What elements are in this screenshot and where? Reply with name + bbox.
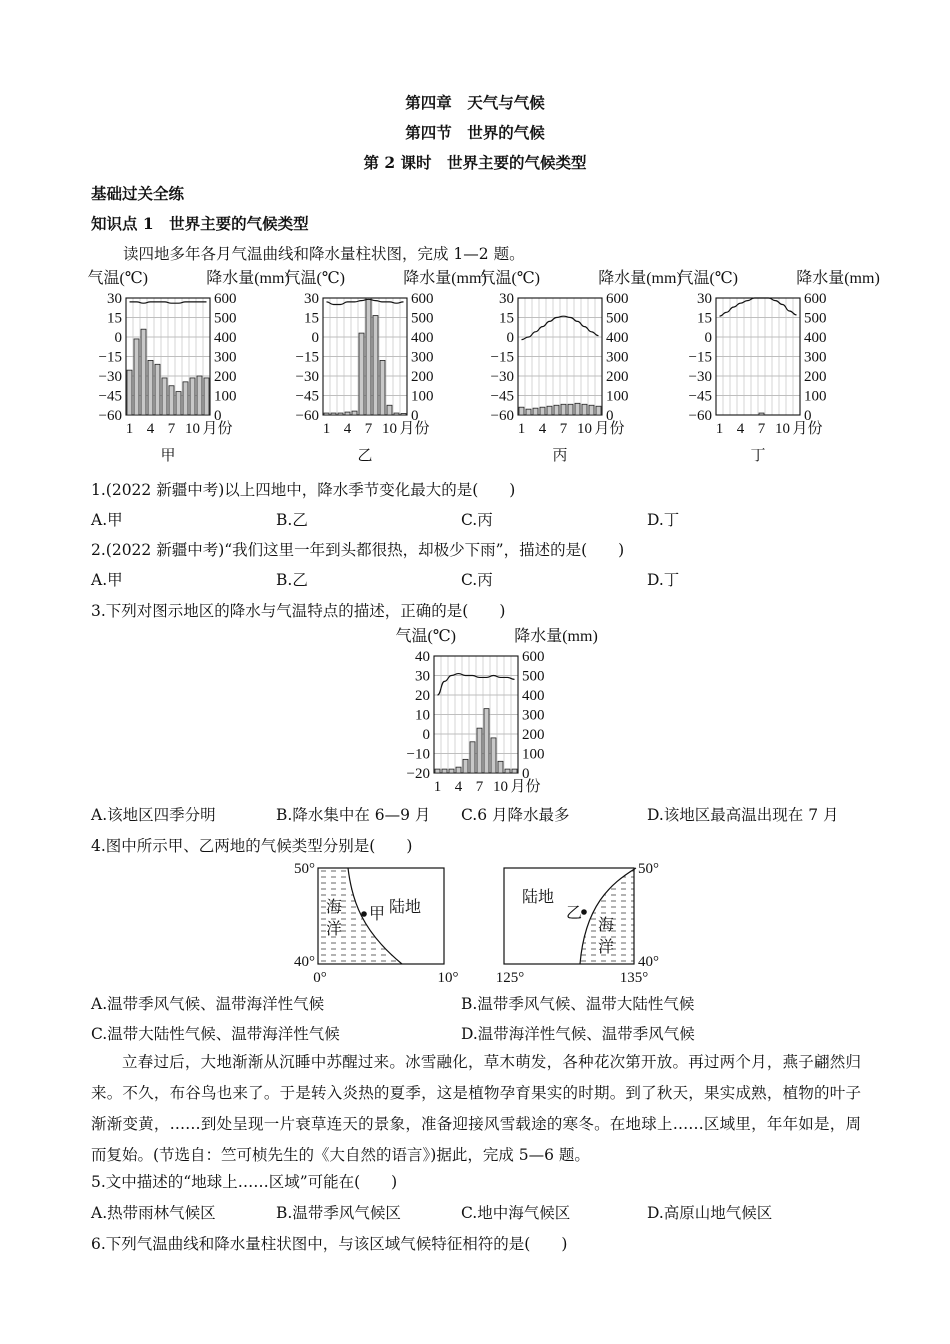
precip-bar: [568, 404, 573, 415]
month-unit-label: 月份: [792, 421, 823, 437]
month-tick-label: 1: [125, 421, 134, 437]
precip-tick-label: 600: [522, 649, 545, 665]
precip-tick-label: 100: [606, 388, 629, 405]
sea-label-1: 海: [598, 917, 615, 934]
temp-tick-label: 15: [304, 310, 319, 327]
temperature-curve: [130, 302, 207, 303]
month-tick-label: 10: [577, 421, 592, 437]
q4-maps: [280, 856, 680, 986]
precip-tick-label: 600: [606, 291, 629, 307]
precip-tick-label: 400: [411, 330, 434, 346]
section-title: 第四节 世界的气候: [405, 123, 545, 142]
temp-tick-label: −30: [295, 369, 319, 385]
precip-tick-label: 500: [214, 310, 237, 327]
four-climate-charts: [80, 266, 880, 472]
temp-tick-label: 40: [415, 649, 430, 665]
temp-tick-label: 30: [304, 291, 319, 307]
grid: [518, 298, 602, 415]
sea-area: [318, 868, 402, 964]
precip-bar: [331, 413, 336, 415]
precip-tick-label: 300: [214, 349, 237, 366]
lat-bottom: 40°: [294, 954, 315, 970]
temp-axis-label: 气温(℃): [87, 270, 148, 287]
precip-tick-label: 100: [522, 746, 545, 763]
precip-bar: [366, 298, 371, 415]
precip-bar: [491, 738, 496, 773]
precip-tick-label: 0: [606, 408, 614, 424]
q3-option-a[interactable]: A.该地区四季分明: [91, 806, 216, 824]
map-yi: [496, 861, 659, 986]
precip-bar: [554, 405, 559, 415]
precip-tick-label: 300: [804, 349, 827, 366]
month-tick-label: 10: [493, 779, 508, 795]
month-tick-label: 4: [454, 779, 463, 795]
precip-tick-label: 100: [214, 388, 237, 405]
precip-tick-label: 0: [522, 766, 530, 782]
q1-option-c[interactable]: C.丙: [461, 511, 493, 529]
precip-axis-label: 降水量(mm): [598, 270, 682, 287]
q5-stem: 5.文中描述的“地球上……区域”可能在( ): [91, 1173, 398, 1191]
precip-bar: [456, 767, 461, 773]
lat-top: 50°: [638, 861, 659, 877]
temp-tick-label: −45: [490, 388, 514, 405]
month-tick-label: 4: [343, 421, 352, 437]
precip-bar: [394, 413, 399, 415]
month-tick-label: 10: [185, 421, 200, 437]
temp-axis-label: 气温(℃): [284, 270, 345, 287]
precip-bar: [141, 329, 146, 415]
q6-stem: 6.下列气温曲线和降水量柱状图中，与该区域气候特征相符的是( ): [91, 1235, 568, 1253]
map-jia: [294, 861, 459, 986]
precip-axis-label: 降水量(mm): [514, 628, 598, 645]
precip-axis-label: 降水量(mm): [206, 270, 290, 287]
precip-tick-label: 400: [522, 688, 545, 704]
precip-tick-label: 500: [522, 668, 545, 685]
temp-tick-label: −15: [688, 349, 712, 366]
precip-bar: [338, 413, 343, 415]
month-unit-label: 月份: [510, 779, 541, 795]
precip-tick-label: 0: [804, 408, 812, 424]
temp-tick-label: 30: [499, 291, 514, 307]
practice-title: 基础过关全练: [91, 184, 185, 203]
month-tick-label: 1: [715, 421, 724, 437]
precip-tick-label: 300: [411, 349, 434, 366]
month-tick-label: 7: [559, 421, 568, 437]
month-tick-label: 1: [433, 779, 442, 795]
land-label: 陆地: [389, 899, 422, 916]
temp-tick-label: −60: [688, 408, 712, 424]
temp-tick-label: 0: [114, 330, 122, 346]
temp-tick-label: −15: [295, 349, 319, 366]
precip-bar: [134, 339, 139, 415]
month-tick-label: 10: [775, 421, 790, 437]
q5-option-c[interactable]: C.地中海气候区: [461, 1204, 571, 1222]
month-tick-label: 1: [517, 421, 526, 437]
precip-tick-label: 500: [804, 310, 827, 327]
q3-option-b[interactable]: B.降水集中在 6—9 月: [276, 806, 431, 824]
q5-option-b[interactable]: B.温带季风气候区: [276, 1204, 401, 1222]
month-unit-label: 月份: [399, 421, 430, 437]
temp-tick-label: 10: [415, 707, 430, 724]
precip-bar: [373, 316, 378, 415]
temp-tick-label: 30: [107, 291, 122, 307]
precip-bar: [561, 404, 566, 415]
q3-option-d[interactable]: D.该地区最高温出现在 7 月: [647, 806, 839, 824]
precip-bar: [127, 370, 132, 415]
precip-tick-label: 200: [522, 727, 545, 743]
precip-bar: [449, 769, 454, 773]
temp-tick-label: −60: [98, 408, 122, 424]
temp-tick-label: 15: [107, 310, 122, 327]
grid: [716, 298, 800, 415]
lon-left: 0°: [313, 970, 327, 986]
temp-tick-label: −60: [490, 408, 514, 424]
point-label: 乙: [566, 905, 583, 922]
precip-tick-label: 500: [411, 310, 434, 327]
precip-bar: [183, 382, 188, 415]
temp-tick-label: −30: [98, 369, 122, 385]
precip-tick-label: 400: [214, 330, 237, 346]
precip-tick-label: 0: [411, 408, 419, 424]
precip-tick-label: 300: [522, 707, 545, 724]
point-label: 甲: [369, 906, 386, 923]
precip-bar: [498, 761, 503, 773]
temp-tick-label: 20: [415, 688, 430, 704]
sea-label-2: 洋: [598, 939, 615, 956]
temp-tick-label: −45: [98, 388, 122, 405]
knowledge-point: 知识点 1 世界主要的气候类型: [91, 214, 309, 233]
chart-caption: 丙: [552, 448, 568, 464]
month-tick-label: 7: [475, 779, 484, 795]
precip-bar: [435, 769, 440, 773]
precip-bar: [533, 408, 538, 415]
precip-tick-label: 200: [411, 369, 434, 385]
lat-bottom: 40°: [638, 954, 659, 970]
grid: [434, 656, 518, 773]
q1-option-a[interactable]: A.甲: [91, 511, 123, 529]
month-tick-label: 7: [757, 421, 766, 437]
precip-bar: [148, 360, 153, 415]
q5-option-d[interactable]: D.高原山地气候区: [647, 1204, 773, 1222]
precip-tick-label: 500: [606, 310, 629, 327]
precip-bar: [387, 405, 392, 415]
temp-axis-label: 气温(℃): [479, 270, 540, 287]
lat-top: 50°: [294, 861, 315, 877]
precip-bar: [547, 406, 552, 415]
temp-tick-label: 15: [499, 310, 514, 327]
q4-option-c[interactable]: C.温带大陆性气候、温带海洋性气候: [91, 1025, 340, 1043]
temp-tick-label: −60: [295, 408, 319, 424]
q1-option-b[interactable]: B.乙: [276, 511, 308, 529]
precip-bar: [169, 386, 174, 415]
precip-bar: [540, 407, 545, 415]
q4-option-b[interactable]: B.温带季风气候、温带大陆性气候: [461, 995, 695, 1013]
precip-tick-label: 600: [214, 291, 237, 307]
point-yi: [581, 909, 587, 915]
precip-bar: [352, 411, 357, 415]
q3-option-c[interactable]: C.6 月降水最多: [461, 806, 570, 824]
temp-tick-label: −30: [490, 369, 514, 385]
temp-axis-label: 气温(℃): [395, 628, 456, 645]
precip-bar: [345, 412, 350, 415]
precip-bar: [759, 413, 764, 415]
precip-bar: [359, 333, 364, 415]
temp-tick-label: −20: [406, 766, 430, 782]
precip-bar: [575, 403, 580, 415]
chart-caption: 甲: [160, 448, 176, 464]
month-tick-label: 4: [736, 421, 745, 437]
q2-option-b[interactable]: B.乙: [276, 571, 308, 589]
precip-axis-label: 降水量(mm): [796, 270, 880, 287]
precip-bar: [582, 404, 587, 415]
precip-bar: [463, 759, 468, 773]
month-tick-label: 10: [382, 421, 397, 437]
sea-label-1: 海: [326, 899, 343, 916]
precip-axis-label: 降水量(mm): [403, 270, 487, 287]
precip-tick-label: 200: [606, 369, 629, 385]
month-tick-label: 7: [364, 421, 373, 437]
precip-bar: [380, 360, 385, 415]
precip-tick-label: 400: [606, 330, 629, 346]
q5-option-a[interactable]: A.热带雨林气候区: [91, 1204, 216, 1222]
precip-tick-label: 0: [214, 408, 222, 424]
q3-stem: 3.下列对图示地区的降水与气温特点的描述，正确的是( ): [91, 602, 506, 620]
q2-stem: 2.(2022 新疆中考)“我们这里一年到头都很热，却极少下雨”，描述的是( ): [91, 541, 625, 559]
temp-tick-label: −15: [98, 349, 122, 366]
intro-1-2: 读四地多年各月气温曲线和降水量柱状图，完成 1—2 题。: [123, 245, 525, 263]
lesson-title: 第 2 课时 世界主要的气候类型: [363, 153, 587, 172]
lon-left: 125°: [495, 970, 525, 986]
month-unit-label: 月份: [594, 421, 625, 437]
q2-option-a[interactable]: A.甲: [91, 571, 123, 589]
precip-tick-label: 200: [804, 369, 827, 385]
temp-tick-label: 0: [311, 330, 319, 346]
precip-tick-label: 300: [606, 349, 629, 366]
precip-bar: [176, 392, 181, 415]
lon-right: 10°: [437, 970, 459, 986]
precip-bar: [442, 769, 447, 773]
month-tick-label: 4: [538, 421, 547, 437]
precip-tick-label: 600: [804, 291, 827, 307]
q4-option-d[interactable]: D.温带海洋性气候、温带季风气候: [461, 1025, 695, 1043]
temp-tick-label: −15: [490, 349, 514, 366]
temp-tick-label: −45: [688, 388, 712, 405]
precip-bar: [190, 378, 195, 415]
precip-bar: [512, 769, 517, 773]
month-tick-label: 1: [322, 421, 331, 437]
q1-option-d[interactable]: D.丁: [647, 511, 680, 529]
precip-tick-label: 200: [214, 369, 237, 385]
precip-tick-label: 100: [411, 388, 434, 405]
precip-bar: [519, 407, 524, 415]
reading-passage: 立春过后，大地渐渐从沉睡中苏醒过来。冰雪融化，草木萌发，各种花次第开放。再过两个月，燕子翩然归来。不久，布谷鸟也来了。于是转入炎热的夏季，这是植物孕育果实的时期。到了秋天，果实成熟，植物的叶子渐渐变黄，……到处呈现一片衰草连天的景象，准备迎接风雪载途的寒冬。在地球上……区域里，年年如是，周而复始。(节选自：竺可桢先生的《大自然的语言》)据此，完成 5—6 题。: [91, 1053, 861, 1164]
precip-bar: [155, 364, 160, 415]
month-unit-label: 月份: [202, 421, 233, 437]
precip-bar: [470, 742, 475, 773]
temp-tick-label: 0: [422, 727, 430, 743]
q2-option-c[interactable]: C.丙: [461, 571, 493, 589]
precip-bar: [401, 414, 406, 416]
month-tick-label: 7: [167, 421, 176, 437]
precip-bar: [484, 709, 489, 773]
chart-caption: 乙: [357, 448, 373, 464]
q1-stem: 1.(2022 新疆中考)以上四地中，降水季节变化最大的是( ): [91, 481, 516, 499]
temp-tick-label: 30: [415, 668, 430, 685]
precip-tick-label: 100: [804, 388, 827, 405]
precip-tick-label: 400: [804, 330, 827, 346]
precip-bar: [204, 378, 209, 415]
precip-bar: [324, 413, 329, 415]
precip-bar: [505, 769, 510, 773]
temp-tick-label: −10: [406, 746, 430, 763]
temp-tick-label: 0: [506, 330, 514, 346]
point-jia: [361, 911, 367, 917]
precip-bar: [589, 405, 594, 415]
grid: [323, 298, 407, 415]
chapter-title: 第四章 天气与气候: [405, 93, 545, 112]
temp-axis-label: 气温(℃): [677, 270, 738, 287]
q4-stem: 4.图中所示甲、乙两地的气候类型分别是( ): [91, 837, 413, 855]
precip-bar: [162, 378, 167, 415]
precip-bar: [596, 406, 601, 415]
temp-tick-label: 15: [697, 310, 712, 327]
precip-tick-label: 600: [411, 291, 434, 307]
land-label: 陆地: [522, 889, 555, 906]
sea-label-2: 洋: [326, 921, 343, 938]
lon-right: 135°: [619, 970, 649, 986]
precip-bar: [477, 728, 482, 773]
q2-option-d[interactable]: D.丁: [647, 571, 680, 589]
temp-tick-label: −45: [295, 388, 319, 405]
precip-bar: [197, 376, 202, 415]
temp-tick-label: 0: [704, 330, 712, 346]
precip-bar: [526, 409, 531, 415]
temp-tick-label: 30: [697, 291, 712, 307]
q4-option-a[interactable]: A.温带季风气候、温带海洋性气候: [91, 995, 325, 1013]
chart-caption: 丁: [750, 448, 766, 464]
temp-tick-label: −30: [688, 369, 712, 385]
month-tick-label: 4: [146, 421, 155, 437]
q3-climate-chart: [388, 624, 598, 796]
